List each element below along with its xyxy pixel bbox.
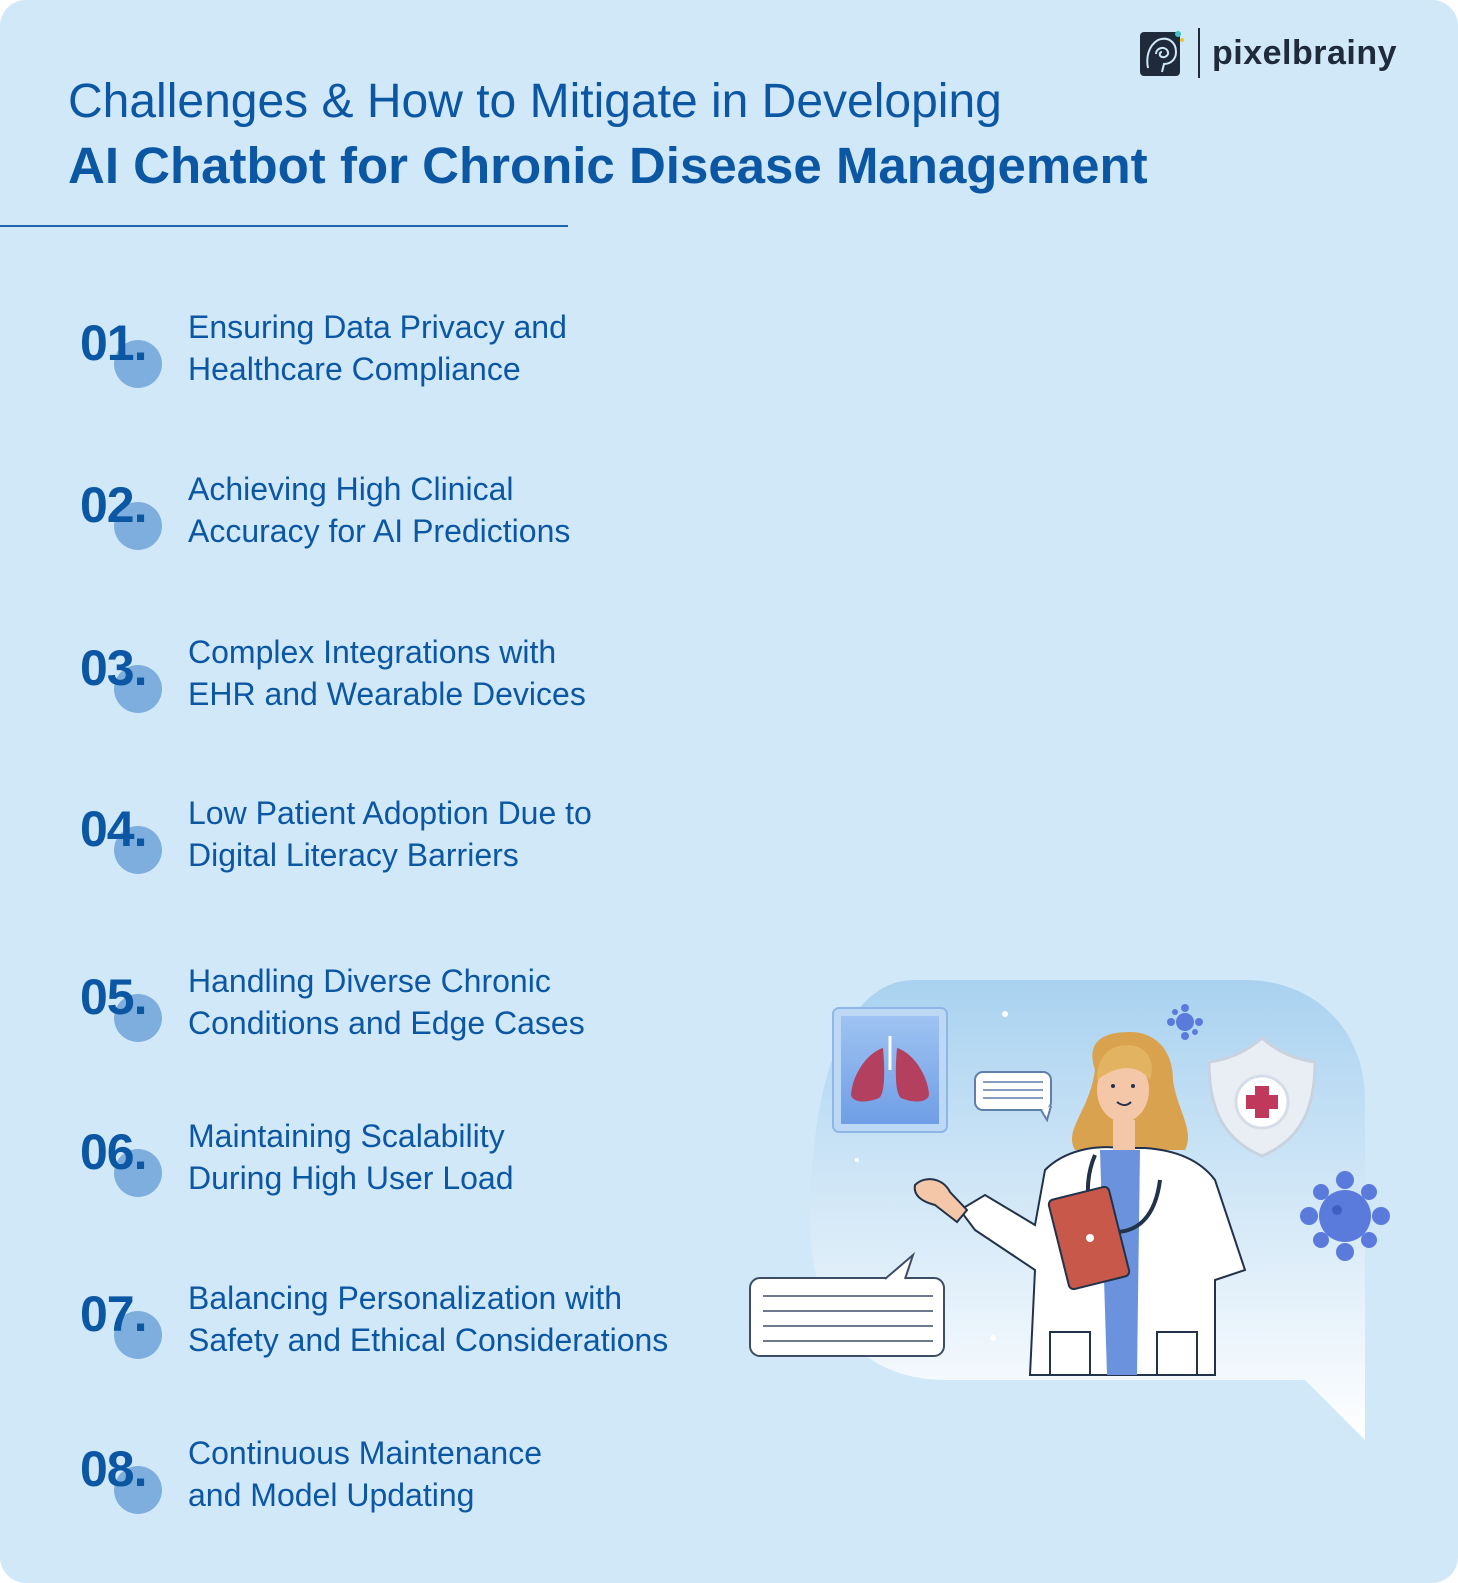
challenge-item-07 bbox=[0, 1277, 720, 1387]
page-title-line-2: AI Chatbot for Chronic Disease Management bbox=[68, 137, 1148, 194]
item-text-line-2: and Model Updating bbox=[188, 1477, 475, 1513]
item-number-badge bbox=[80, 631, 170, 721]
item-number: 03. bbox=[80, 640, 147, 696]
item-text bbox=[188, 1432, 542, 1516]
title-divider bbox=[0, 225, 568, 227]
item-text-line-2: Accuracy for AI Predictions bbox=[188, 513, 571, 549]
item-number-badge bbox=[80, 306, 170, 396]
item-number: 01. bbox=[80, 315, 147, 371]
item-text-line-1: Low Patient Adoption Due to bbox=[188, 795, 592, 831]
challenge-item-06 bbox=[0, 1115, 720, 1225]
page-title-line-1: Challenges & How to Mitigate in Developing bbox=[68, 75, 1002, 128]
item-number: 02. bbox=[80, 477, 147, 533]
lungs-icon bbox=[833, 1008, 947, 1132]
item-text bbox=[188, 960, 585, 1044]
challenge-item-01 bbox=[0, 306, 720, 416]
item-text bbox=[188, 468, 570, 552]
challenge-item-02 bbox=[0, 468, 720, 578]
item-text-line-1: Maintaining Scalability bbox=[188, 1118, 505, 1154]
item-text-line-2: Conditions and Edge Cases bbox=[188, 1005, 585, 1041]
doctor-illustration bbox=[745, 970, 1395, 1470]
challenge-item-05 bbox=[0, 960, 720, 1070]
item-text-line-2: During High User Load bbox=[188, 1160, 514, 1196]
item-text-line-1: Balancing Personalization with bbox=[188, 1280, 623, 1316]
item-text bbox=[188, 306, 567, 390]
item-number-badge bbox=[80, 1277, 170, 1367]
brand-logo[interactable] bbox=[1140, 26, 1397, 80]
item-number: 06. bbox=[80, 1124, 147, 1180]
challenge-item-03 bbox=[0, 631, 720, 741]
challenge-item-04 bbox=[0, 792, 720, 902]
item-text bbox=[188, 1277, 668, 1361]
item-number-badge bbox=[80, 960, 170, 1050]
brand-name: pixelbrainy bbox=[1212, 33, 1398, 72]
item-number-badge bbox=[80, 1115, 170, 1205]
item-text-line-1: Achieving High Clinical bbox=[188, 471, 514, 507]
item-number: 08. bbox=[80, 1441, 147, 1497]
item-text-line-2: EHR and Wearable Devices bbox=[188, 676, 586, 712]
item-number-badge bbox=[80, 468, 170, 558]
item-text-line-2: Healthcare Compliance bbox=[188, 351, 521, 387]
item-text bbox=[188, 792, 592, 876]
item-text-line-1: Handling Diverse Chronic bbox=[188, 963, 551, 999]
item-number-badge bbox=[80, 1432, 170, 1522]
challenge-item-08 bbox=[0, 1432, 720, 1542]
item-text-line-2: Digital Literacy Barriers bbox=[188, 837, 519, 873]
item-text-line-1: Continuous Maintenance bbox=[188, 1435, 543, 1471]
item-number-badge bbox=[80, 792, 170, 882]
item-number: 04. bbox=[80, 801, 147, 857]
item-text-line-1: Ensuring Data Privacy and bbox=[188, 309, 567, 345]
brain-swirl-icon bbox=[1140, 28, 1184, 78]
item-number: 05. bbox=[80, 969, 147, 1025]
item-text-line-1: Complex Integrations with bbox=[188, 634, 557, 670]
item-text bbox=[188, 1115, 514, 1199]
item-text-line-2: Safety and Ethical Considerations bbox=[188, 1322, 669, 1358]
item-number: 07. bbox=[80, 1286, 147, 1342]
logo-separator bbox=[1198, 28, 1200, 78]
item-text bbox=[188, 631, 586, 715]
